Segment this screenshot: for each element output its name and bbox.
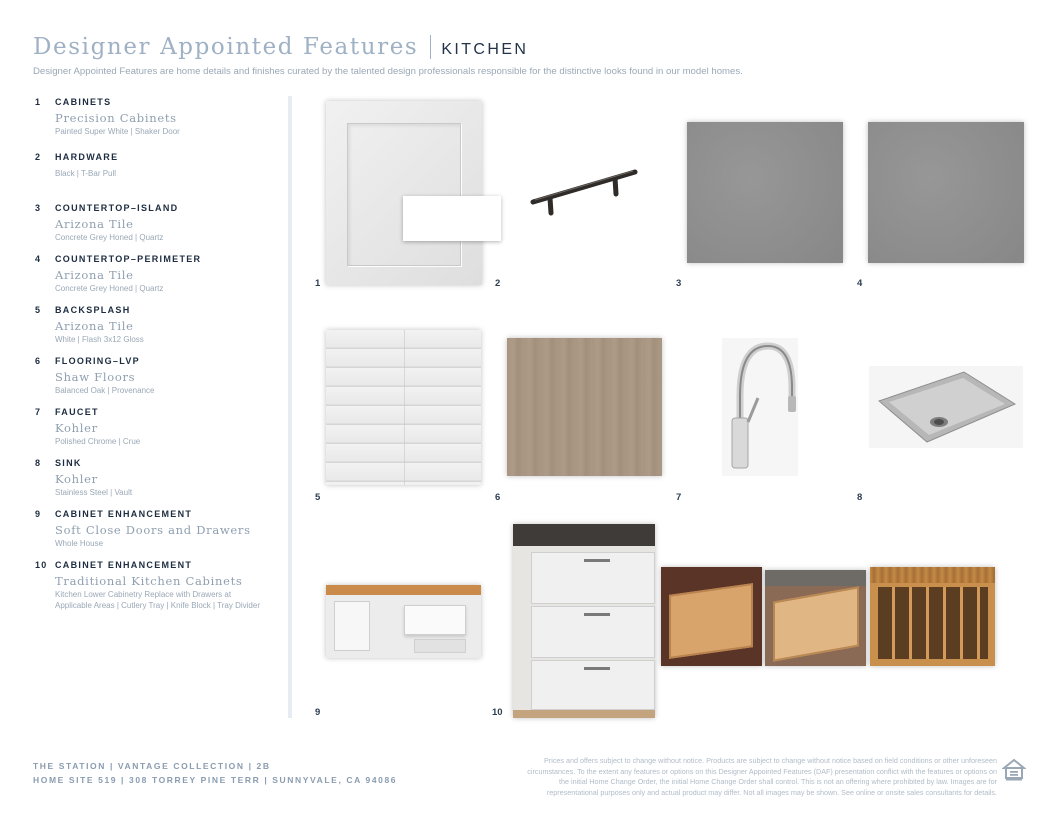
cutlery-tray-image — [661, 567, 762, 666]
cabinet-color-chip — [403, 196, 501, 241]
feature-number: 8 — [35, 458, 42, 468]
page-title: Designer Appointed Features — [33, 34, 419, 60]
cabinet-door — [334, 601, 370, 651]
backsplash-tile-swatch — [326, 330, 481, 485]
feature-item-backsplash — [35, 305, 271, 345]
feature-number: 9 — [35, 509, 42, 519]
feature-description: White | Flash 3x12 Gloss — [55, 335, 144, 344]
oak-flooring-swatch — [507, 338, 662, 476]
feature-number: 1 — [35, 97, 42, 107]
cabinet-door-swatch — [326, 101, 482, 285]
cabinet-door-panel — [347, 123, 461, 266]
feature-brand: Arizona Tile — [55, 268, 134, 282]
tray-divider-image — [870, 567, 995, 666]
feature-item-cabinet-enhancement-traditional — [35, 560, 271, 611]
image-number: 10 — [492, 707, 503, 718]
page-header — [33, 34, 528, 60]
quartz-island-swatch — [687, 122, 843, 263]
feature-description: Whole House — [55, 539, 104, 548]
feature-item-countertop-island — [35, 203, 271, 243]
sink-image — [869, 366, 1023, 448]
tile-joint — [404, 330, 405, 485]
soft-close-drawer-image — [326, 585, 481, 658]
feature-number: 7 — [35, 407, 42, 417]
image-number: 3 — [676, 278, 682, 289]
feature-category: BACKSPLASH — [55, 305, 131, 315]
title-separator — [430, 35, 431, 59]
wood-countertop — [326, 585, 481, 595]
feature-description: Concrete Grey Honed | Quartz — [55, 284, 164, 293]
feature-description: Concrete Grey Honed | Quartz — [55, 233, 164, 242]
feature-brand: Soft Close Doors and Drawers — [55, 523, 251, 537]
feature-brand: Precision Cabinets — [55, 111, 177, 125]
feature-brand: Kohler — [55, 472, 98, 486]
room-label: KITCHEN — [441, 41, 529, 58]
feature-item-faucet — [35, 407, 271, 447]
feature-category: FLOORING–LVP — [55, 356, 140, 366]
feature-brand: Kohler — [55, 421, 98, 435]
feature-description: Balanced Oak | Provenance — [55, 386, 155, 395]
feature-category: FAUCET — [55, 407, 99, 417]
t-bar-pull-image — [525, 160, 645, 220]
feature-category: CABINET ENHANCEMENT — [55, 509, 193, 519]
sink-icon — [869, 366, 1023, 448]
crown-molding — [870, 567, 995, 583]
feature-item-flooring — [35, 356, 271, 396]
image-number: 6 — [495, 492, 501, 503]
faucet-image — [722, 338, 798, 476]
lower-drawer — [414, 639, 466, 653]
feature-brand: Arizona Tile — [55, 217, 134, 231]
feature-description: Stainless Steel | Vault — [55, 488, 133, 497]
image-number: 5 — [315, 492, 321, 503]
feature-item-countertop-perimeter — [35, 254, 271, 294]
feature-category: SINK — [55, 458, 82, 468]
footer-homesite: HOME SITE 519 | 308 TORREY PINE TERR | SUNNYVALE, CA 94086 — [33, 775, 398, 785]
drawer-3 — [531, 660, 655, 710]
image-number: 1 — [315, 278, 321, 289]
feature-brand: Traditional Kitchen Cabinets — [55, 574, 243, 588]
image-number: 4 — [857, 278, 863, 289]
feature-number: 2 — [35, 152, 42, 162]
page-subtitle: Designer Appointed Features are home details and finishes curated by the talented design professionals responsible for the distinctive looks found in our model homes. — [33, 66, 743, 77]
feature-number: 3 — [35, 203, 42, 213]
drawer-3-handle — [584, 667, 610, 670]
quartz-perimeter-swatch — [868, 122, 1024, 263]
feature-item-hardware — [35, 152, 271, 179]
feature-item-cabinets — [35, 97, 271, 137]
granite-top — [765, 570, 866, 586]
feature-description: Polished Chrome | Crue — [55, 437, 141, 446]
image-number: 7 — [676, 492, 682, 503]
feature-description: Kitchen Lower Cabinetry Replace with Drawers at Applicable Areas | Cutlery Tray | Knife Block | Tray Divider — [55, 590, 260, 610]
feature-item-cabinet-enhancement-soft-close — [35, 509, 271, 549]
footer-address — [33, 759, 397, 787]
vertical-divider — [288, 96, 292, 718]
feature-description: Black | T-Bar Pull — [55, 169, 117, 178]
feature-category: CABINET ENHANCEMENT — [55, 560, 193, 570]
image-number: 8 — [857, 492, 863, 503]
feature-brand: Arizona Tile — [55, 319, 134, 333]
feature-number: 6 — [35, 356, 42, 366]
faucet-icon — [722, 338, 798, 476]
image-number: 2 — [495, 278, 501, 289]
knife-block-insert — [773, 586, 859, 661]
feature-brand: Shaw Floors — [55, 370, 136, 384]
countertop — [513, 524, 655, 546]
knife-block-image — [765, 570, 866, 666]
footer-disclaimer: Prices and offers subject to change without notice. Products are subject to change without notice based on field conditions or other unforeseen circumstances. To the extent any features or options on this Designer Appointed Features (DAF) presentation conflict with the features or options on the initial Home Change Order, the initial Home Change Order shall control. This is not an offering where prohibited by law. Images are for representational purposes only and actual product may differ. Not all images may be shown. See online or onsite sales consultants for details. — [527, 756, 997, 797]
feature-number: 10 — [35, 560, 48, 570]
t-bar-pull-icon — [525, 160, 645, 220]
feature-category: CABINETS — [55, 97, 112, 107]
floor — [513, 710, 655, 718]
feature-category: COUNTERTOP–PERIMETER — [55, 254, 202, 264]
drawer-front — [404, 605, 466, 635]
footer-community: THE STATION | VANTAGE COLLECTION | 2B — [33, 761, 271, 771]
drawer-2-handle — [584, 613, 610, 616]
feature-category: COUNTERTOP–ISLAND — [55, 203, 179, 213]
drawer-2 — [531, 606, 655, 658]
tray-dividers — [878, 587, 988, 659]
feature-item-sink — [35, 458, 271, 498]
traditional-drawers-image — [513, 524, 655, 718]
cutlery-tray — [669, 583, 753, 659]
image-number: 9 — [315, 707, 321, 718]
feature-description: Painted Super White | Shaker Door — [55, 127, 180, 136]
drawer-1-handle — [584, 559, 610, 562]
feature-category: HARDWARE — [55, 152, 119, 162]
feature-number: 4 — [35, 254, 42, 264]
equal-housing-opportunity-icon — [1002, 758, 1026, 782]
drawer-1 — [531, 552, 655, 604]
feature-number: 5 — [35, 305, 42, 315]
